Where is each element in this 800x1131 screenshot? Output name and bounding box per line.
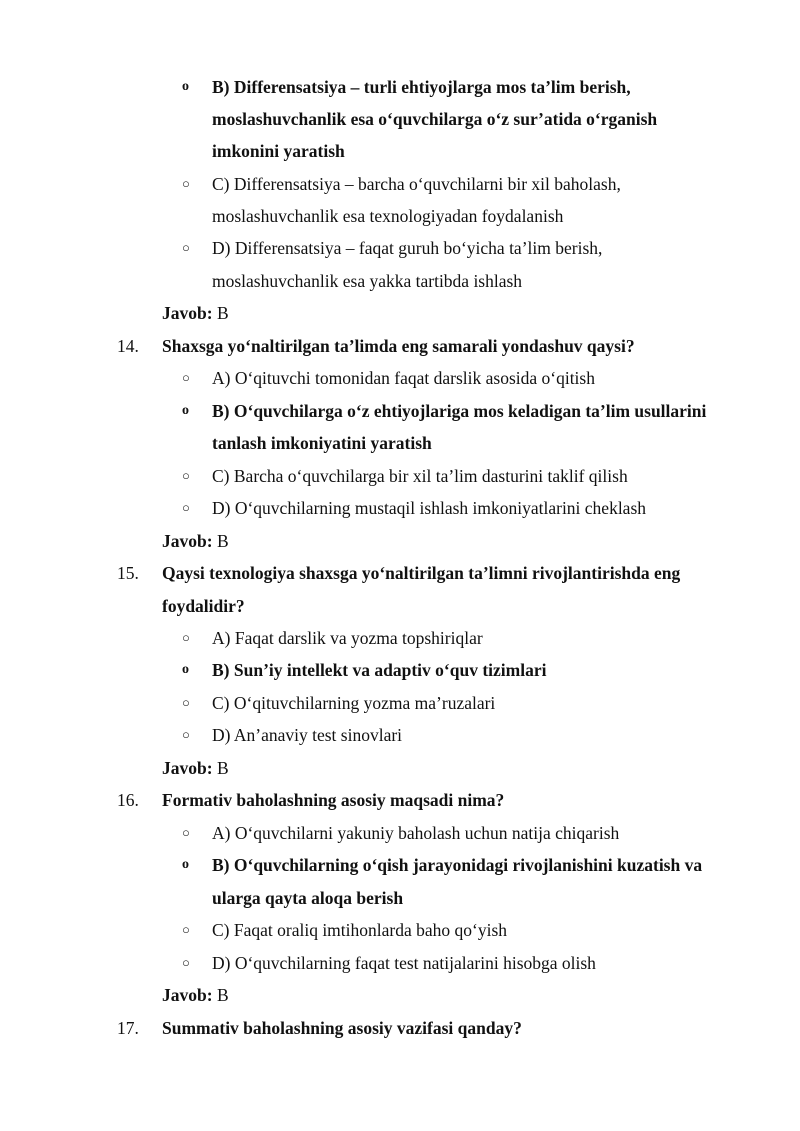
option-line: D) O‘quvchilarning mustaqil ishlash imkoniyatlarini cheklash xyxy=(212,498,647,518)
option-line: imkonini yaratish xyxy=(212,141,345,161)
answer-line xyxy=(162,302,229,324)
option-line: moslashuvchanlik esa texnologiyadan foydalanish xyxy=(212,206,564,226)
option-line: B) Differensatsiya – turli ehtiyojlarga mos ta’lim berish, xyxy=(212,77,631,97)
question-number: 17. xyxy=(117,1018,139,1038)
bullet-marker: ○ xyxy=(182,955,190,970)
option-line: A) O‘qituvchi tomonidan faqat darslik asosida o‘qitish xyxy=(212,368,595,388)
bullet-marker: ○ xyxy=(182,825,190,840)
option-line: moslashuvchanlik esa yakka tartibda ishlash xyxy=(212,271,523,291)
option-line: D) An’anaviy test sinovlari xyxy=(212,725,403,745)
bullet-marker: ○ xyxy=(182,922,190,937)
bullet-marker: o xyxy=(182,403,189,418)
question-text: Qaysi texnologiya shaxsga yo‘naltirilgan ta’limni rivojlantirishda eng xyxy=(162,563,681,583)
bullet-marker: ○ xyxy=(182,370,190,385)
answer-line xyxy=(162,984,229,1006)
bullet-marker: o xyxy=(182,857,189,872)
question-text: Summativ baholashning asosiy vazifasi qanday? xyxy=(162,1018,522,1038)
bullet-marker: o xyxy=(182,662,189,677)
option-line: B) Sun’iy intellekt va adaptiv o‘quv tizimlari xyxy=(212,660,547,680)
answer-value: B xyxy=(216,303,229,323)
bullet-marker: ○ xyxy=(182,176,190,191)
answer-label: Javob: xyxy=(162,531,213,551)
answer-line xyxy=(162,530,229,552)
answer-value: B xyxy=(216,985,229,1005)
option-line: B) O‘quvchilarga o‘z ehtiyojlariga mos keladigan ta’lim usullarini xyxy=(212,401,707,421)
question-number: 16. xyxy=(117,790,139,810)
bullet-marker: ○ xyxy=(182,468,190,483)
option-line: D) O‘quvchilarning faqat test natijalarini hisobga olish xyxy=(212,953,596,973)
answer-label: Javob: xyxy=(162,303,213,323)
question-text: Shaxsga yo‘naltirilgan ta’limda eng samarali yondashuv qaysi? xyxy=(162,336,635,356)
bullet-marker: ○ xyxy=(182,630,190,645)
bullet-marker: ○ xyxy=(182,695,190,710)
answer-value: B xyxy=(216,758,229,778)
option-line: tanlash imkoniyatini yaratish xyxy=(212,433,432,453)
option-line: moslashuvchanlik esa o‘quvchilarga o‘z sur’atida o‘rganish xyxy=(212,109,658,129)
bullet-marker: ○ xyxy=(182,240,190,255)
option-line: ularga qayta aloqa berish xyxy=(212,888,404,908)
bullet-marker: o xyxy=(182,79,189,94)
answer-label: Javob: xyxy=(162,758,213,778)
option-line: D) Differensatsiya – faqat guruh bo‘yicha ta’lim berish, xyxy=(212,238,603,258)
answer-line xyxy=(162,757,229,779)
option-line: C) O‘qituvchilarning yozma ma’ruzalari xyxy=(212,693,496,713)
option-line: B) O‘quvchilarning o‘qish jarayonidagi rivojlanishini kuzatish va xyxy=(212,855,703,875)
question-text: foydalidir? xyxy=(162,596,245,616)
option-line: C) Faqat oraliq imtihonlarda baho qo‘yish xyxy=(212,920,508,940)
answer-label: Javob: xyxy=(162,985,213,1005)
question-text: Formativ baholashning asosiy maqsadi nima? xyxy=(162,790,505,810)
bullet-marker: ○ xyxy=(182,500,190,515)
option-line: A) Faqat darslik va yozma topshiriqlar xyxy=(212,628,483,648)
option-line: A) O‘quvchilarni yakuniy baholash uchun natija chiqarish xyxy=(212,823,620,843)
answer-value: B xyxy=(216,531,229,551)
question-number: 15. xyxy=(117,563,139,583)
option-line: C) Differensatsiya – barcha o‘quvchilarni bir xil baholash, xyxy=(212,174,621,194)
option-line: C) Barcha o‘quvchilarga bir xil ta’lim dasturini taklif qilish xyxy=(212,466,628,486)
bullet-marker: ○ xyxy=(182,727,190,742)
question-number: 14. xyxy=(117,336,139,356)
